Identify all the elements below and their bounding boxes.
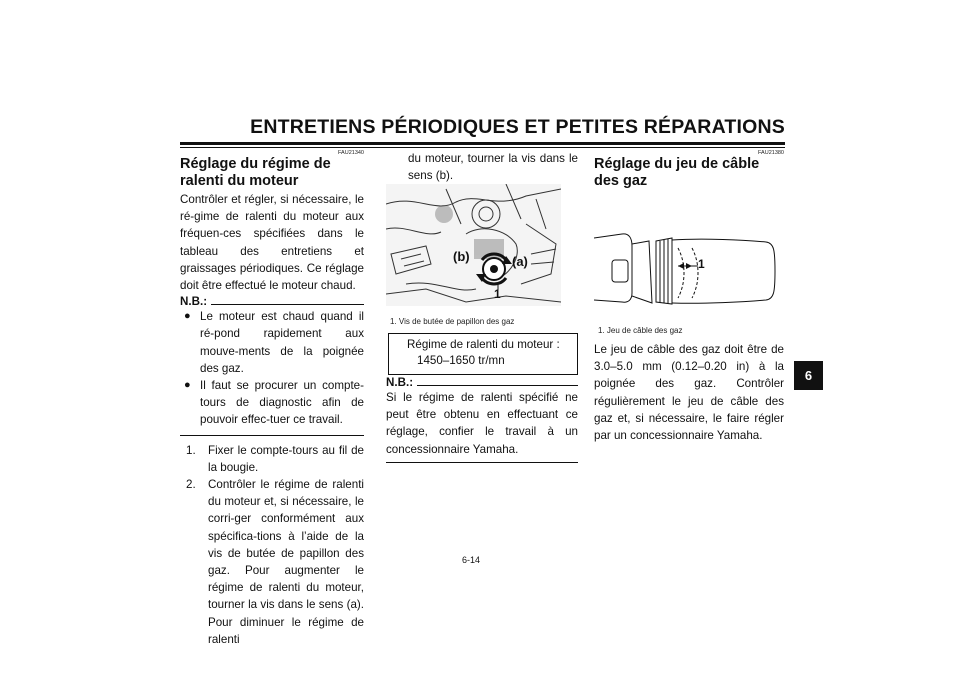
section-heading: Réglage du jeu de câble des gaz — [594, 156, 760, 189]
note-rule — [211, 304, 364, 305]
spec-value: 1450–1650 tr/mn — [417, 354, 505, 367]
note-label: N.B.: — [386, 376, 414, 389]
note-header — [386, 376, 578, 389]
figure-caption: 1. Jeu de câble des gaz — [598, 326, 683, 335]
label-a: (a) — [512, 254, 528, 269]
middle-note — [386, 376, 578, 463]
right-body-text: Le jeu de câble des gaz doit être de 3.0–5.0 mm (0.12–0.20 in) à la poignée des gaz. Contrôler régulièrement le jeu de câble des gaz et, si nécessaire, le faire régler par un concessionnaire Yamaha. — [594, 343, 784, 443]
bullet-icon: ● — [184, 379, 191, 392]
label-1: 1 — [494, 287, 501, 301]
header-rule — [180, 142, 785, 145]
bullet-icon: ● — [184, 310, 191, 323]
chapter-tab[interactable]: 6 — [794, 361, 823, 390]
note-end-rule — [386, 462, 578, 463]
note-rule — [417, 385, 578, 386]
middle-column — [386, 150, 578, 184]
header-rule-thin — [180, 147, 785, 148]
label-b: (b) — [453, 249, 470, 264]
intro-paragraph: Contrôler et régler, si nécessaire, le ré-gime de ralenti du moteur aux fréquen-ces spécifiées dans le tableau des entretiens et graissages périodiques. Ce réglage doit être effectué le moteur chaud. — [180, 193, 364, 293]
section-heading: Réglage du régime de ralenti du moteur — [180, 156, 331, 189]
note-label: N.B.: — [180, 295, 208, 309]
label-1: 1 — [698, 257, 705, 271]
section-code: FAU21380 — [758, 150, 784, 156]
bullet-item: ● Le moteur est chaud quand il ré-pond rapidement aux mouve-ments de la poignée des gaz. — [180, 308, 364, 377]
throttle-cable-figure — [594, 208, 776, 320]
step-item: 2. Contrôler le régime de ralenti du moteur et, si nécessaire, le corri-ger conformément aux spécifica-tions à l’aide de la vis de butée de papillon des gaz. Pour augmenter le régime de ralenti du moteur, tourner la vis dans le sens (a). Pour diminuer le régime de ralenti — [186, 478, 364, 646]
throttle-stop-screw-figure — [386, 184, 561, 306]
bullet-item: ● Il faut se procurer un compte-tours de diagnostic afin de pouvoir effec-tuer ce travail. — [180, 377, 364, 429]
continuation-text: du moteur, tourner la vis dans le sens (b). — [408, 152, 578, 183]
section-code: FAU21340 — [338, 150, 364, 156]
page-number: 6-14 — [462, 555, 481, 565]
figure-caption: 1. Vis de butée de papillon des gaz — [390, 317, 515, 326]
spec-label: Régime de ralenti du moteur : — [407, 338, 560, 351]
left-column — [180, 150, 364, 648]
step-item: 1. Fixer le compte-tours au fil de la bougie. — [186, 443, 364, 474]
note-text: Si le régime de ralenti spécifié ne peut être obtenu en effectuant ce réglage, confier le travail à un concessionnaire Yamaha. — [386, 391, 578, 456]
page-header-title: ENTRETIENS PÉRIODIQUES ET PETITES RÉPARATIONS — [250, 116, 785, 138]
right-column — [594, 150, 784, 190]
spec-box — [388, 333, 578, 375]
note-header — [180, 295, 364, 308]
note-end-rule — [180, 435, 364, 436]
